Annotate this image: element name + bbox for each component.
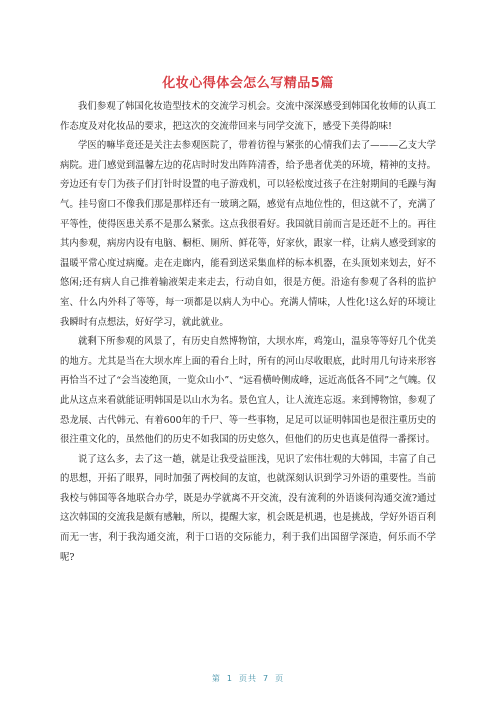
footer-total-pages: 7 [263,674,270,683]
paragraph-2: 学医的嘛毕竟还是关注去参观医院了，带着彷徨与紧张的心情我们去了———乙支大学病院。进门感觉到温馨左边的花店时时发出阵阵清香，给予患者优美的环境，精神的支持。旁边还有专门为孩子们打针时设置的电子游戏机，可以轻松度过孩子在注射期间的毛躁与淘气。挂号窗口不像我们那是那样还有一玻璃之隔，感觉有点地位性的，但这就不了，充满了平等性，使得医患关系不是那么紧张。这点我很看好。我国就目前而言是还赶不上的。再往其内参观，病房内设有电脑、橱柜、厕所、鲜花等，好家伙，跟家一样，让病人感受到家的温暖平常心度过病魔。走在走廊内，能看到送采集血样的标本机器，在头顶划来划去，好不悠闲;还有病人自己推着输液架走来走去，行动自如，很是方便。沿途有参观了各科的监护室、什么内外科了等等，每一项都是以病人为中心。充满人情味，人性化!这么好的环境让我瞬时有点想法，好好学习，就此就业。 [60,140,436,328]
document-title: 化妆心得体会怎么写精品5篇 [162,76,334,91]
paragraph-1: 我们参观了韩国化妆造型技术的交流学习机会。交流中深深感受到韩国化妆师的认真工作态度及对化妆品的要求，把这次的交流带回来与同学交流下，感受下美得韵味! [60,101,436,132]
paragraph-4: 说了这么多，去了这一趟，就是让我受益匪浅，见识了宏伟壮观的大韩国，丰富了自己的思想，开拓了眼界，同时加强了两校间的友谊，也就深刻认识到学习外语的重要性。当前我校与韩国等各地联合办学，既是办学就离不开交流，没有流利的外语谈何沟通交流?通过这次韩国的交流我是颇有感触，所以，提醒大家，机会既是机遇，也是挑战，学好外语百利而无一害，利于我沟通交流，利于口语的交际能力，利于我们出国留学深造，何乐而不学呢? [60,453,436,563]
paragraph-3: 就剩下所参观的风景了，有历史自然博物馆，大坝水库，鸡笼山，温泉等等好几个优美的地方。尤其是当在大坝水库上面的看台上时，所有的河山尽收眼底，此时用几句诗来形容再恰当不过了“会当凌绝顶，一览众山小”、“远看横岭侧成峰，远近高低各不同”之气魄。仅此从这点来看就能证明韩国是以山水为名。景色宜人，让人流连忘返。来到博物馆，参观了恐龙展、古代韩元、有着600年的千尸、等一些事物，足足可以证明韩国也是很注重历史的很注重文化的，虽然他们的历史不如我国的历史悠久，但他们的历史也真是值得一番探讨。 [60,336,436,446]
footer-page-number: 1 [226,674,233,683]
footer-suffix: 页 [275,674,285,683]
footer-prefix: 第 [211,674,221,683]
footer-middle: 页共 [239,674,257,683]
document-body [60,97,436,567]
page-footer [0,673,496,684]
